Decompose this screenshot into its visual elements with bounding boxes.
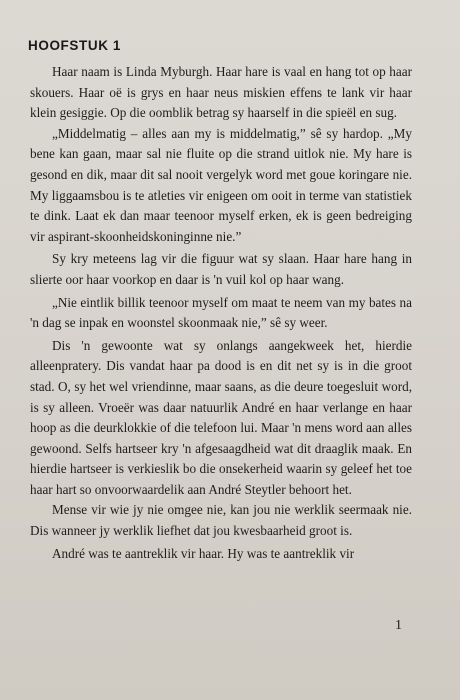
paragraph: André was te aantreklik vir haar. Hy was te aantreklik vir [52,545,355,561]
paragraph: Mense vir wie jy nie omgee nie, kan jou nie werklik seermaak nie. Dis wanneer jy werklik liefhet dat jou kwesbaarheid groot is. [30,502,412,539]
chapter-heading: HOOFSTUK 1 [28,38,122,53]
paragraph: Haar naam is Linda Myburgh. Haar hare is vaal en hang tot op haar skouers. Haar oë is grys en haar neus miskien effens te lank vir haar klein gesiggie. Op die oomblik betrag sy haarself in die spieël en sug. [30,64,412,121]
paragraph: „Nie eintlik billik teenoor myself om maat te neem van my bates na 'n dag se inpak en woonstel skoonmaak nie,” sê sy weer. [30,294,412,331]
paragraph: Sy kry meteens lag vir die figuur wat sy slaan. Haar hare hang in slierte oor haar voorkop en daar is 'n vuil kol op haar wang. [30,251,412,287]
paragraph: Dis 'n gewoonte wat sy onlangs aangekweek het, hierdie alleenpratery. Dis vandat haar pa dood is en dit net sy is in die groot stad. O, sy het wel vriendinne, maar saans, as die deure toegesluit word, is sy alleen. Vroeër was daar natuurlik André en haar verlange en haar hoop as die deurklokkie of die telefoon lui. Maar 'n mens word aan alles gewoond. Selfs hartseer kry 'n afgesaagdheid wat dit draaglik maak. En hierdie hartseer is verkieslik bo die onsekerheid waarin sy geleef het toe haar hart so onvoorwaardelik aan André Steytler behoort het. [30,337,412,497]
page-number: 1 [395,618,402,633]
paragraph: „Middelmatig – alles aan my is middelmatig,” sê sy hardop. „My bene kan gaan, maar sal nie fluite op die strand uitlok nie. My hare is gesond en dik, maar dit sal nooit vergelyk word met goue koringare nie. My liggaamsbou is te atleties vir enigeen om ooit in terme van statistiek te dink. Laat ek dan maar teenoor myself erken, ek is geen bedreiging vir aspirant-skoonheidskoninginne nie.” [30,125,412,244]
body-text [30,62,412,564]
